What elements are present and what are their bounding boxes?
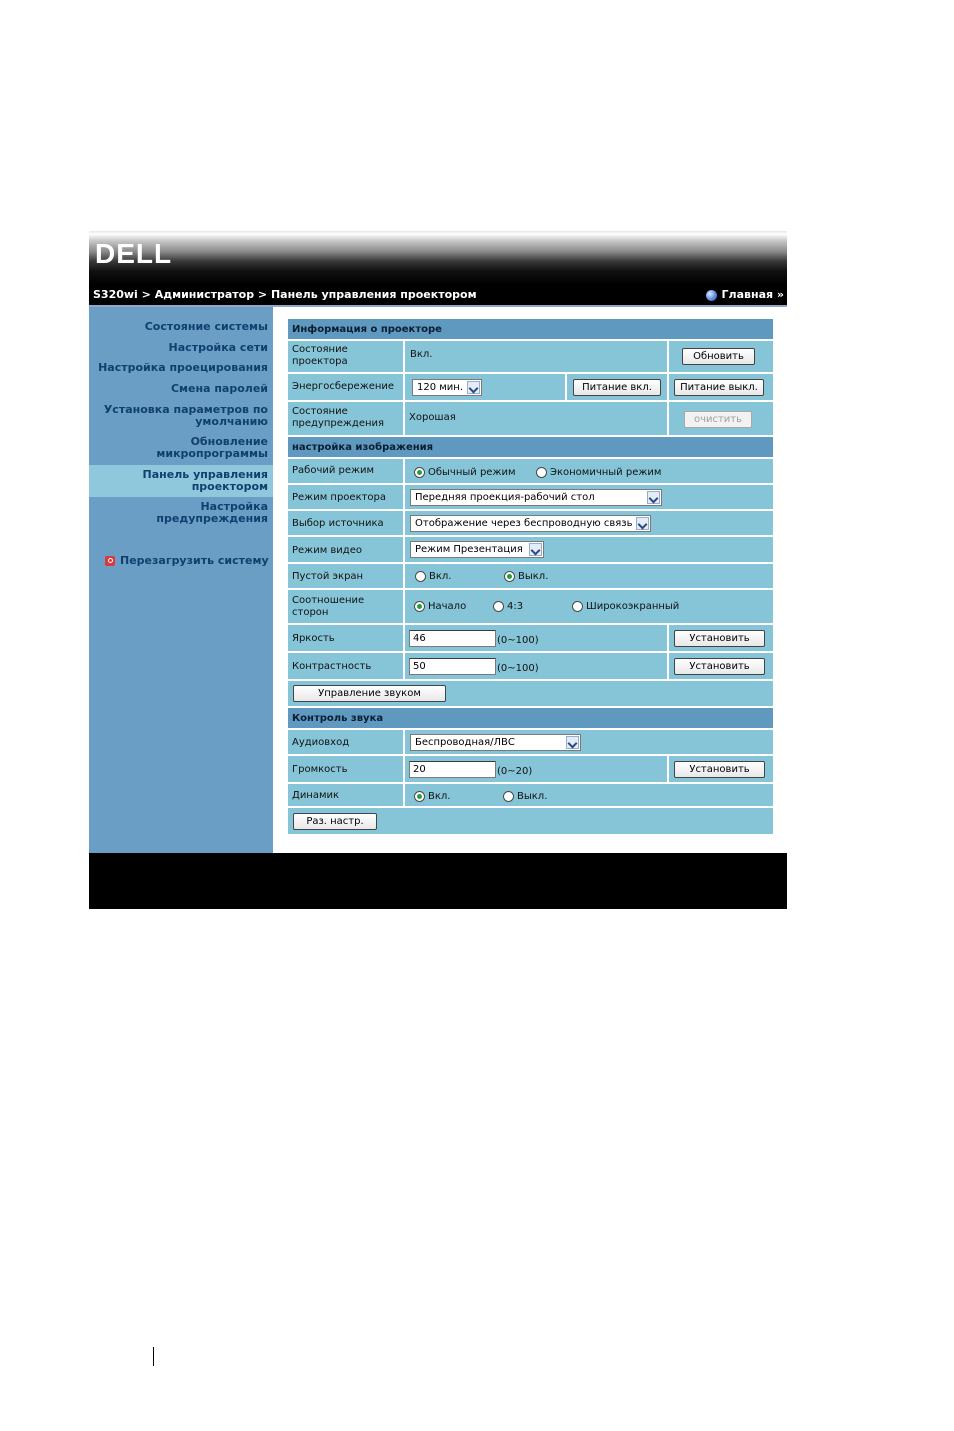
row-reset bbox=[288, 808, 773, 834]
sound-control-button[interactable]: Управление звуком bbox=[293, 685, 446, 702]
chevron-down-icon bbox=[647, 491, 660, 504]
brightness-set-button[interactable]: Установить bbox=[674, 630, 765, 647]
blank-screen-on-radio[interactable]: Вкл. bbox=[415, 571, 451, 582]
video-mode-select[interactable]: Режим Презентация bbox=[410, 541, 544, 558]
reset-settings-button[interactable]: Раз. настр. bbox=[293, 813, 377, 830]
radio-icon bbox=[503, 791, 514, 802]
audio-input-select[interactable]: Беспроводная/ЛВС bbox=[410, 734, 581, 751]
aspect-ratio-label: Соотношение сторон bbox=[292, 595, 365, 618]
sidebar-item-firmware-update[interactable]: Обновление микропрограммы bbox=[156, 435, 268, 460]
power-on-button[interactable]: Питание вкл. bbox=[573, 379, 661, 396]
header-banner bbox=[89, 231, 787, 285]
speaker-label: Динамик bbox=[292, 790, 340, 801]
chevron-down-icon bbox=[467, 381, 480, 394]
warning-status-label: Состояние предупреждения bbox=[292, 406, 385, 429]
power-saving-label: Энергосбережение bbox=[292, 381, 395, 392]
home-link-label: Главная » bbox=[721, 288, 784, 301]
audio-input-label: Аудиовход bbox=[292, 737, 350, 748]
work-mode-normal-radio[interactable]: Обычный режим bbox=[414, 467, 516, 478]
volume-range: (0~20) bbox=[497, 766, 533, 777]
speaker-on-radio[interactable]: Вкл. bbox=[414, 791, 450, 802]
breadcrumb: S320wi > Администратор > Панель управления проектором bbox=[93, 288, 477, 301]
radio-icon bbox=[536, 467, 547, 478]
clear-warning-button[interactable]: очистить bbox=[684, 411, 752, 428]
row-aspect-ratio bbox=[288, 590, 773, 625]
row-source-select bbox=[288, 511, 773, 537]
video-mode-label: Режим видео bbox=[292, 545, 362, 556]
row-contrast bbox=[288, 653, 773, 681]
row-video-mode bbox=[288, 537, 773, 564]
contrast-input[interactable]: 50 bbox=[409, 658, 496, 675]
control-table bbox=[288, 319, 773, 834]
radio-selected-icon bbox=[504, 571, 515, 582]
footer-bar bbox=[89, 853, 787, 909]
row-speaker bbox=[288, 784, 773, 808]
source-select[interactable]: Отображение через беспроводную связь bbox=[410, 515, 651, 532]
chevron-down-icon bbox=[636, 517, 649, 530]
projector-status-label: Состояние проектора bbox=[292, 344, 348, 367]
section-header-audio-control: Контроль звука bbox=[288, 708, 773, 730]
row-blank-screen bbox=[288, 564, 773, 590]
chevron-down-icon bbox=[529, 543, 542, 556]
work-mode-label: Рабочий режим bbox=[292, 465, 375, 476]
row-audio-input bbox=[288, 730, 773, 756]
section-header-projector-info: Информация о проекторе bbox=[288, 319, 773, 341]
contrast-set-button[interactable]: Установить bbox=[674, 658, 765, 675]
projector-mode-label: Режим проектора bbox=[292, 492, 387, 503]
aspect-wide-radio[interactable]: Широкоэкранный bbox=[572, 601, 679, 612]
row-projector-mode bbox=[288, 485, 773, 511]
dell-logo bbox=[93, 239, 198, 267]
row-projector-status bbox=[288, 341, 773, 374]
breadcrumb-bar bbox=[89, 285, 787, 305]
sidebar-item-alert-settings[interactable]: Настройка предупреждения bbox=[156, 500, 268, 525]
contrast-label: Контрастность bbox=[292, 661, 372, 672]
radio-selected-icon bbox=[414, 467, 425, 478]
globe-icon bbox=[706, 290, 717, 301]
volume-label: Громкость bbox=[292, 764, 348, 775]
refresh-button[interactable]: Обновить bbox=[682, 348, 755, 365]
reboot-label: Перезагрузить систему bbox=[120, 554, 269, 567]
sidebar-item-factory-reset[interactable]: Установка параметров по умолчанию bbox=[103, 403, 268, 428]
brightness-range: (0~100) bbox=[497, 635, 539, 646]
section-header-image-settings: настройка изображения bbox=[288, 437, 773, 459]
work-mode-eco-radio[interactable]: Экономичный режим bbox=[536, 467, 661, 478]
power-saving-select[interactable]: 120 мин. bbox=[412, 379, 482, 396]
warning-status-value: Хорошая bbox=[409, 412, 456, 423]
row-work-mode bbox=[288, 459, 773, 485]
contrast-range: (0~100) bbox=[497, 663, 539, 674]
power-off-button[interactable]: Питание выкл. bbox=[674, 379, 764, 396]
sidebar-item-system-status[interactable]: Состояние системы bbox=[144, 320, 268, 333]
radio-icon bbox=[572, 601, 583, 612]
power-icon bbox=[105, 556, 115, 566]
blank-screen-off-radio[interactable]: Выкл. bbox=[504, 571, 548, 582]
sidebar bbox=[89, 307, 273, 853]
sidebar-item-projection-settings[interactable]: Настройка проецирования bbox=[98, 361, 268, 374]
sidebar-item-network-settings[interactable]: Настройка сети bbox=[168, 341, 268, 354]
volume-set-button[interactable]: Установить bbox=[674, 761, 765, 778]
radio-icon bbox=[493, 601, 504, 612]
page-marker-line bbox=[153, 1347, 154, 1366]
sidebar-item-projector-control-panel[interactable]: Панель управления проектором bbox=[142, 468, 268, 493]
aspect-4-3-radio[interactable]: 4:3 bbox=[493, 601, 523, 612]
row-power-saving bbox=[288, 374, 773, 402]
row-sound-control bbox=[288, 681, 773, 708]
radio-icon bbox=[415, 571, 426, 582]
svg-text:DELL: DELL bbox=[95, 239, 173, 267]
aspect-native-radio[interactable]: Начало bbox=[414, 601, 466, 612]
projector-status-value: Вкл. bbox=[410, 349, 433, 360]
web-ui-frame bbox=[89, 231, 787, 909]
radio-selected-icon bbox=[414, 791, 425, 802]
row-volume bbox=[288, 756, 773, 784]
source-select-label: Выбор источника bbox=[292, 518, 384, 529]
row-warning-status bbox=[288, 402, 773, 437]
row-brightness bbox=[288, 625, 773, 653]
blank-screen-label: Пустой экран bbox=[292, 571, 364, 582]
chevron-down-icon bbox=[566, 736, 579, 749]
sidebar-item-change-password[interactable]: Смена паролей bbox=[170, 382, 268, 395]
home-link[interactable] bbox=[706, 285, 784, 305]
brightness-input[interactable]: 46 bbox=[409, 630, 496, 647]
volume-input[interactable]: 20 bbox=[409, 761, 496, 778]
projector-mode-select[interactable]: Передняя проекция-рабочий стол bbox=[410, 489, 662, 506]
reboot-system-link[interactable] bbox=[105, 554, 269, 567]
radio-selected-icon bbox=[414, 601, 425, 612]
speaker-off-radio[interactable]: Выкл. bbox=[503, 791, 547, 802]
brightness-label: Яркость bbox=[292, 633, 335, 644]
